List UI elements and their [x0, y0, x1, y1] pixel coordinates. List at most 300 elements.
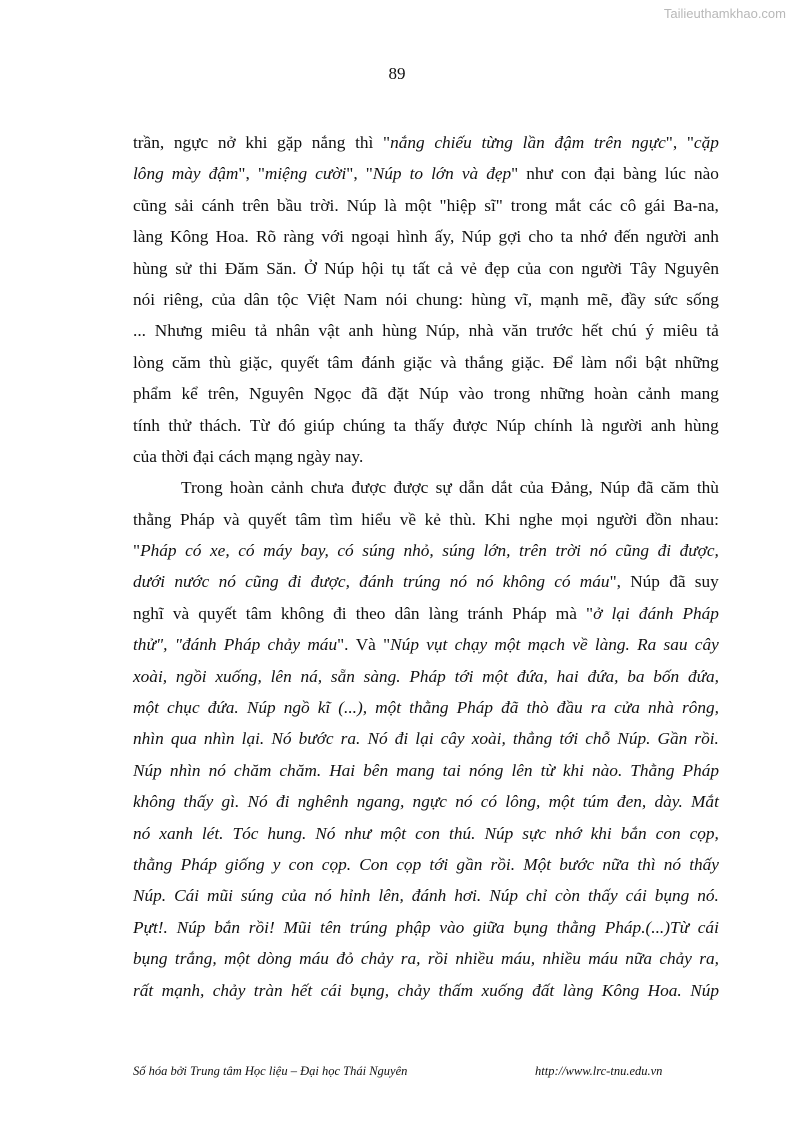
word: ra.	[340, 729, 361, 749]
word: mang	[680, 384, 719, 404]
word: căm	[171, 352, 201, 372]
word: lên	[270, 666, 292, 686]
word: bụng	[513, 917, 548, 937]
word: thấy	[587, 886, 618, 906]
word: nhau:	[680, 509, 719, 529]
word: con	[560, 164, 586, 184]
word: Ba-na,	[673, 195, 719, 215]
word: nhìn	[203, 729, 235, 749]
word: Núp	[324, 258, 355, 278]
word: phập	[396, 917, 431, 937]
word: ý	[645, 321, 655, 341]
word: Đăm	[224, 258, 259, 278]
word: Thằng	[630, 760, 675, 780]
word: giặc,	[239, 352, 273, 372]
word: nắng	[311, 133, 346, 152]
word: bên	[363, 760, 389, 780]
word: tràn	[253, 980, 283, 1000]
word: tụ	[391, 258, 405, 278]
word: đã	[669, 572, 686, 592]
word: Rõ	[256, 227, 277, 247]
word: thằng	[133, 509, 172, 529]
word: đánh	[638, 603, 674, 623]
word: bốn	[653, 666, 680, 686]
word: nở	[217, 133, 236, 152]
word: nữa	[625, 949, 653, 969]
word: và	[172, 603, 190, 623]
word: cũng	[615, 541, 649, 561]
word: cả	[437, 258, 453, 278]
text-line	[133, 441, 719, 472]
word: Kông	[170, 227, 209, 247]
word: căm	[660, 478, 690, 498]
word: bụng,	[350, 980, 390, 1000]
word: Săn.	[266, 258, 297, 278]
word: gần	[456, 854, 483, 874]
text-line	[133, 629, 719, 660]
word: những	[674, 352, 719, 372]
word: máu,	[501, 949, 536, 969]
word: nước	[174, 572, 210, 592]
word: thấm	[438, 980, 474, 1000]
word: đó	[278, 415, 296, 435]
word: lông,	[505, 792, 541, 812]
word: dẫn	[459, 478, 484, 498]
word: Ra	[637, 635, 657, 655]
word: bước	[298, 729, 334, 749]
word: thẳng	[512, 729, 553, 749]
word: Núp	[489, 886, 518, 906]
word: nhà	[647, 698, 674, 718]
word: ràng	[283, 227, 315, 247]
word: chăm	[233, 760, 272, 780]
word: đại	[593, 164, 616, 184]
word: như	[526, 164, 553, 184]
word: trong	[493, 384, 531, 404]
word: giúp	[303, 415, 335, 435]
word: hùng	[471, 289, 506, 309]
word: xoài,	[133, 666, 168, 686]
word: giặc.	[511, 352, 545, 372]
word: một	[494, 635, 521, 655]
word: đánh	[411, 886, 447, 906]
word: của	[281, 886, 307, 906]
word: vụt	[426, 635, 448, 655]
word: thằng	[409, 698, 449, 718]
word: lần	[522, 133, 545, 152]
word: nó	[208, 760, 226, 780]
word: cây	[694, 635, 719, 655]
word: quyết	[198, 603, 237, 623]
word: trời.	[309, 195, 339, 215]
word: người	[581, 258, 623, 278]
word: thấy	[414, 415, 445, 435]
word: Con	[359, 854, 389, 874]
word: Mũi	[283, 917, 312, 937]
word: mày	[171, 164, 201, 184]
word: đẹp	[484, 258, 510, 278]
word: to	[409, 164, 424, 184]
word: chiếu	[434, 133, 472, 152]
word: một	[224, 949, 250, 969]
word: đậm	[554, 133, 585, 152]
word: đi	[333, 603, 347, 623]
word: bay,	[300, 541, 329, 561]
word: Núp	[461, 227, 492, 247]
word: xuống	[481, 980, 524, 1000]
word: nhà	[468, 321, 494, 341]
word: máu",	[579, 572, 621, 592]
word: chung:	[416, 289, 464, 309]
word: từ	[540, 760, 555, 780]
word: giống	[225, 854, 265, 874]
word: sử	[175, 258, 192, 278]
word: có	[554, 572, 571, 592]
text-line	[133, 410, 719, 441]
word: lòng	[133, 352, 164, 372]
word: Núp	[418, 384, 449, 404]
word: riêng,	[163, 289, 204, 309]
word: nghĩ	[133, 603, 164, 623]
word: hình	[396, 227, 428, 247]
word: sau	[663, 635, 688, 655]
word: đậm",	[208, 164, 250, 184]
text-line	[133, 723, 719, 754]
word: cười",	[315, 164, 358, 184]
word: ra,	[699, 949, 719, 969]
word: đặt	[387, 384, 409, 404]
text-line	[133, 598, 719, 629]
word: Mắt	[691, 792, 719, 812]
word: ra,	[400, 949, 421, 969]
word: không	[502, 572, 545, 592]
word: Pháp	[682, 603, 719, 623]
word: cách	[218, 446, 251, 466]
word: nó	[218, 572, 236, 592]
word: miêu	[662, 321, 698, 341]
text-line	[133, 818, 719, 849]
word: chưa	[310, 478, 345, 498]
text-line	[133, 347, 719, 378]
word: mẽ,	[587, 289, 613, 309]
word: bắn	[214, 917, 241, 937]
word: lại	[611, 603, 630, 623]
word: bàng	[623, 164, 657, 184]
word: chăm.	[279, 760, 322, 780]
word: đi	[275, 792, 290, 812]
word: thò	[526, 698, 549, 718]
word: xuống,	[215, 666, 262, 686]
word: tất	[412, 258, 430, 278]
text-line	[133, 472, 719, 503]
word: phẩm	[133, 384, 172, 404]
word: tả	[254, 321, 268, 341]
word: sức	[654, 289, 678, 309]
word: Nguyên	[249, 384, 304, 404]
text-line	[133, 504, 719, 535]
word: nhân	[276, 321, 310, 341]
word: như	[344, 823, 372, 843]
word: ...	[133, 321, 146, 341]
text-line	[133, 158, 719, 189]
word: nhiều	[542, 949, 581, 969]
word: tâm	[245, 603, 272, 623]
word: mọi	[561, 509, 589, 529]
word: "Núp	[365, 164, 402, 184]
word: chảy	[212, 980, 246, 1000]
word: người	[596, 509, 638, 529]
word: súng	[240, 886, 274, 906]
word: trời	[555, 541, 581, 561]
word: Để	[552, 352, 573, 372]
word: Hoa.	[647, 980, 682, 1000]
word: hùng	[133, 258, 168, 278]
word: tới	[429, 854, 449, 874]
word: quyết	[280, 352, 320, 372]
word: ngoại	[351, 227, 390, 247]
word: Hoa.	[215, 227, 249, 247]
word: thấy	[689, 854, 719, 874]
word: Núp	[346, 195, 377, 215]
word: một	[380, 823, 407, 843]
word: ta	[393, 415, 407, 435]
word: Pháp	[409, 666, 446, 686]
word: chỉ	[525, 886, 548, 906]
word: nào.	[592, 760, 623, 780]
word: đất	[532, 980, 555, 1000]
word: nhớ	[555, 823, 582, 843]
word: tính	[133, 415, 160, 435]
word: hiểu	[361, 509, 392, 529]
word: thách.	[199, 415, 242, 435]
word: nó	[455, 792, 473, 812]
word: kể	[181, 384, 198, 404]
word: đánh	[359, 572, 394, 592]
word: làng	[428, 603, 459, 623]
word: đứa,	[687, 666, 719, 686]
word: chảy	[659, 949, 692, 969]
word: đen,	[616, 792, 647, 812]
word: với	[321, 227, 344, 247]
word: rồi.	[490, 854, 516, 874]
word: súng	[362, 541, 395, 561]
word: cho	[528, 227, 554, 247]
word: trên	[519, 541, 547, 561]
word: rông,	[681, 698, 719, 718]
word: về	[399, 509, 416, 529]
word: cọp,	[689, 823, 719, 843]
word: người	[601, 415, 643, 435]
word: Núp	[630, 572, 660, 592]
word: cô	[619, 195, 637, 215]
word: cảnh	[270, 478, 304, 498]
word: nó	[663, 854, 682, 874]
word: mạnh,	[161, 980, 205, 1000]
word: đứa.	[207, 698, 239, 718]
word: nào	[693, 164, 719, 184]
word: ngực	[412, 792, 447, 812]
word: hoàn	[594, 384, 628, 404]
word: chính	[534, 415, 573, 435]
word: chảy	[397, 980, 431, 1000]
word: quyết	[248, 509, 287, 529]
word: khi	[245, 133, 268, 152]
word: nổi	[615, 352, 638, 372]
word: đồn	[645, 509, 672, 529]
word: hoàn	[229, 478, 264, 498]
watermark: Tailieuthamkhao.com	[663, 6, 786, 21]
word: máu".	[307, 635, 349, 655]
word: lại	[415, 729, 434, 749]
word: Tây	[629, 258, 657, 278]
word: một	[404, 195, 432, 215]
word: làng.	[594, 635, 630, 655]
word: hai	[556, 666, 579, 686]
word: dắt	[491, 478, 513, 498]
word: nó	[476, 572, 494, 592]
word: nó	[314, 886, 332, 906]
word: ra	[590, 698, 607, 718]
text-line	[133, 912, 719, 943]
word: Nam	[343, 289, 378, 309]
word: con	[288, 854, 314, 874]
word: nay.	[335, 446, 364, 466]
word: rất	[133, 980, 154, 1000]
word: chỗ	[585, 729, 611, 749]
word: Khi	[484, 509, 511, 529]
word: ấy,	[434, 227, 455, 247]
word: Nhưng	[154, 321, 203, 341]
word: khi	[590, 823, 612, 843]
word: đầu	[556, 698, 583, 718]
word: lúc	[664, 164, 686, 184]
word: con	[548, 258, 574, 278]
word: mắt	[555, 195, 582, 215]
text-line	[133, 786, 719, 817]
word: gặp	[277, 133, 303, 152]
word: dòng	[257, 949, 292, 969]
word: lên	[511, 760, 533, 780]
word: thấy	[183, 792, 214, 812]
word: lét.	[201, 823, 224, 843]
word: sĩ"	[484, 195, 503, 215]
word: "đánh	[174, 635, 217, 655]
word: ba	[627, 666, 645, 686]
text-line	[133, 284, 719, 315]
word: Nó	[367, 729, 388, 749]
word: không	[280, 603, 325, 623]
text-line	[133, 535, 719, 566]
page-number: 89	[388, 64, 406, 83]
word: cửa	[614, 698, 640, 718]
footer-url: http://www.lrc-tnu.edu.vn	[535, 1064, 663, 1078]
word: "Núp	[383, 635, 419, 655]
word: được	[452, 415, 488, 435]
word: anh	[650, 415, 676, 435]
word: sàng.	[363, 666, 401, 686]
word: gì.	[221, 792, 240, 812]
word: trúng	[349, 917, 388, 937]
word: Từ	[249, 415, 270, 435]
word: trúng	[402, 572, 441, 592]
word: Núp	[176, 917, 206, 937]
word: Núp	[600, 478, 630, 498]
word: ngày	[297, 446, 331, 466]
word: ngang,	[356, 792, 405, 812]
word: anh	[693, 227, 719, 247]
word: hội	[361, 258, 384, 278]
word: có	[337, 541, 354, 561]
word: mà	[555, 603, 577, 623]
word: tìm	[329, 509, 353, 529]
text-line	[133, 253, 719, 284]
word: đi	[287, 572, 302, 592]
text-line	[133, 378, 719, 409]
word: làng	[562, 980, 594, 1000]
word: sẵn	[330, 666, 355, 686]
word: nhiều	[455, 949, 494, 969]
word: suy	[694, 572, 719, 592]
word: tới	[559, 729, 579, 749]
word: Pháp	[223, 635, 261, 655]
word: ngồi	[175, 666, 207, 686]
word: hùng	[684, 415, 719, 435]
word: thằng	[556, 917, 596, 937]
word: trong	[510, 195, 548, 215]
word: cảnh	[637, 384, 671, 404]
word: nhỏ,	[403, 541, 434, 561]
word: thằng	[133, 854, 173, 874]
word: ngực",	[631, 133, 678, 152]
text-line	[133, 566, 719, 597]
word: thắng	[464, 352, 504, 372]
word: mạng	[254, 446, 293, 466]
word: Núp.	[133, 886, 167, 906]
word: của	[211, 289, 236, 309]
word: được	[351, 478, 387, 498]
word: xoài,	[471, 729, 506, 749]
word: Pháp	[682, 760, 719, 780]
word: trước	[536, 321, 573, 341]
word: cũng	[133, 195, 167, 215]
word: Một	[523, 854, 552, 874]
word: "ở	[586, 603, 603, 623]
word: đẹp"	[486, 164, 519, 184]
word: thời	[161, 446, 189, 466]
word: khi	[562, 760, 584, 780]
word: một	[133, 698, 159, 718]
word: lên,	[378, 886, 404, 906]
word: tả	[706, 321, 719, 341]
word: chú	[611, 321, 637, 341]
word: Núp,	[425, 321, 460, 341]
word: Trong	[181, 478, 223, 498]
word: đã	[637, 478, 654, 498]
word: và	[223, 509, 240, 529]
word: (...),	[338, 698, 368, 718]
word: và	[461, 164, 479, 184]
footer-credit: Số hóa bởi Trung tâm Học liệu – Đại học Thái Nguyên	[133, 1064, 408, 1078]
word: cánh	[201, 195, 235, 215]
word: đại	[193, 446, 215, 466]
word: nghe	[519, 509, 553, 529]
word: và	[440, 352, 457, 372]
word: thì	[637, 854, 656, 874]
word: nó	[133, 823, 151, 843]
word: Núp	[133, 760, 162, 780]
word: cây	[440, 729, 465, 749]
word: rồi!	[248, 917, 275, 937]
